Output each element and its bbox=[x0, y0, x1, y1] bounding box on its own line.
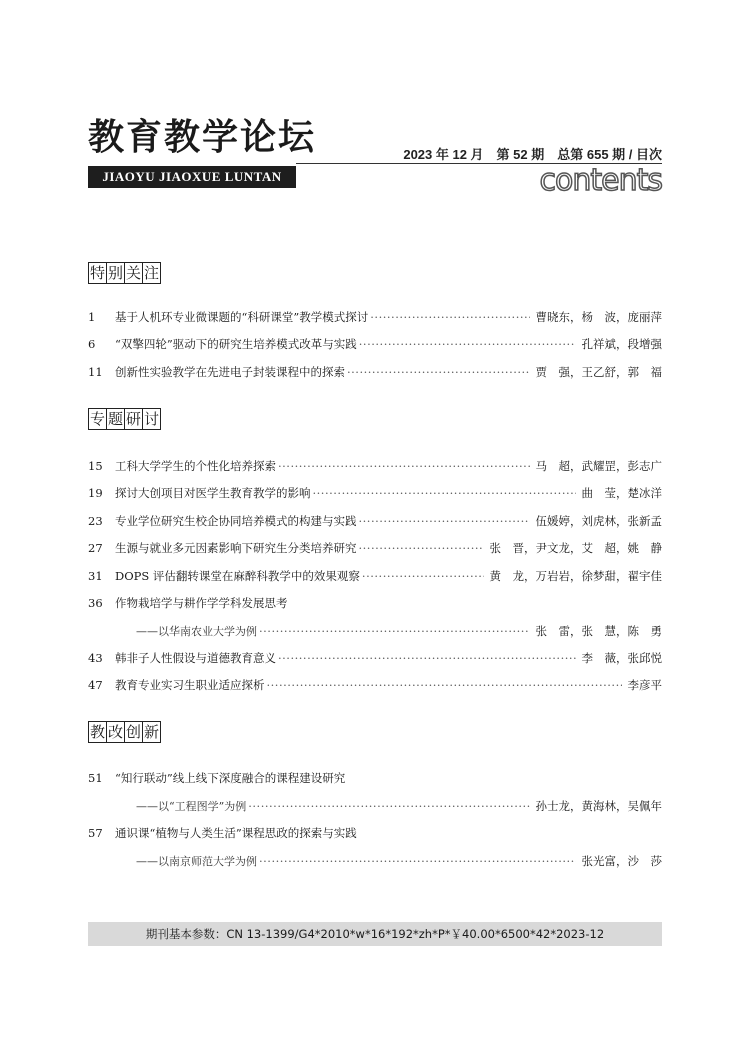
toc-entry[interactable] bbox=[88, 648, 662, 668]
leader-dots bbox=[259, 624, 530, 638]
entry-page: 57 bbox=[88, 826, 103, 840]
entry-authors: 孙士龙，黄海林，吴佩年 bbox=[535, 799, 662, 813]
entry-title: “知行联动”线上线下深度融合的课程建设研究 bbox=[115, 771, 346, 785]
leader-dots bbox=[347, 365, 530, 379]
entry-title: 教育专业实习生职业适应探析 bbox=[115, 678, 265, 692]
entry-title: 工科大学学生的个性化培养探索 bbox=[115, 459, 276, 473]
toc-entry[interactable] bbox=[88, 307, 662, 327]
entry-page: 19 bbox=[88, 486, 103, 500]
section-char: 注 bbox=[144, 264, 160, 282]
toc-entry-subtitle[interactable] bbox=[88, 851, 662, 871]
journal-pinyin: JIAOYU JIAOXUE LUNTAN bbox=[88, 166, 296, 188]
contents-label: contents bbox=[539, 163, 662, 198]
toc-entry[interactable] bbox=[88, 538, 662, 558]
entry-subtitle: ——以华南农业大学为例 bbox=[136, 625, 257, 638]
entry-subtitle: ——以“工程图学”为例 bbox=[136, 800, 247, 813]
section-heading bbox=[88, 408, 160, 430]
section-char: 特 bbox=[90, 264, 106, 282]
entry-title: 探讨大创项目对医学生教育教学的影响 bbox=[115, 486, 311, 500]
entry-authors: 马 超，武耀罡，彭志广 bbox=[535, 459, 662, 473]
leader-dots bbox=[313, 486, 576, 500]
entry-title: 生源与就业多元因素影响下研究生分类培养研究 bbox=[115, 541, 357, 555]
section-char: 题 bbox=[108, 410, 124, 428]
entry-page: 47 bbox=[88, 678, 103, 692]
journal-parameters: 期刊基本参数：CN 13-1399/G4*2010*w*16*192*zh*P*￥40.00*6500*42*2023-12 bbox=[88, 922, 662, 946]
section-char: 改 bbox=[108, 723, 124, 741]
leader-dots bbox=[359, 541, 484, 555]
entry-authors: 曲 莹，楚冰洋 bbox=[581, 486, 662, 500]
leader-dots bbox=[248, 799, 529, 813]
entry-page: 1 bbox=[88, 310, 96, 324]
section-char: 新 bbox=[144, 723, 160, 741]
toc-entry[interactable] bbox=[88, 566, 662, 586]
toc-entry[interactable] bbox=[88, 823, 662, 843]
entry-page: 27 bbox=[88, 541, 103, 555]
section-char: 别 bbox=[108, 264, 124, 282]
entry-authors: 贾 强，王乙舒，郭 福 bbox=[535, 365, 662, 379]
entry-page: 23 bbox=[88, 514, 103, 528]
entry-authors: 李 薇，张邱悦 bbox=[581, 651, 662, 665]
issue-info: 2023 年 12 月 第 52 期 总第 655 期 / 目次 bbox=[403, 147, 662, 162]
leader-dots bbox=[259, 854, 576, 868]
entry-title: 创新性实验教学在先进电子封装课程中的探索 bbox=[115, 365, 345, 379]
leader-dots bbox=[362, 569, 484, 583]
toc-entry-subtitle[interactable] bbox=[88, 621, 662, 641]
entry-authors: 孔祥斌，段增强 bbox=[581, 337, 662, 351]
section-char: 研 bbox=[126, 410, 142, 428]
section-heading bbox=[88, 262, 160, 284]
toc-entry[interactable] bbox=[88, 593, 662, 613]
entry-title: 作物栽培学与耕作学学科发展思考 bbox=[115, 596, 288, 610]
section-char: 专 bbox=[90, 410, 106, 428]
entry-title: DOPS 评估翻转课堂在麻醉科教学中的效果观察 bbox=[115, 569, 360, 583]
toc-entry-subtitle[interactable] bbox=[88, 796, 662, 816]
entry-title: 韩非子人性假设与道德教育意义 bbox=[115, 651, 276, 665]
entry-authors: 张光富，沙 莎 bbox=[581, 854, 662, 868]
entry-authors: 张 雷，张 慧，陈 勇 bbox=[535, 624, 662, 638]
leader-dots bbox=[278, 651, 576, 665]
entry-page: 36 bbox=[88, 596, 103, 610]
entry-authors: 伍媛婷，刘虎林，张新孟 bbox=[535, 514, 662, 528]
entry-authors: 曹晓东，杨 波，庞丽萍 bbox=[535, 310, 662, 324]
entry-title: 专业学位研究生校企协同培养模式的构建与实践 bbox=[115, 514, 357, 528]
toc-entry[interactable] bbox=[88, 334, 662, 354]
leader-dots bbox=[267, 678, 622, 692]
entry-page: 43 bbox=[88, 651, 103, 665]
journal-title: 教育教学论坛 bbox=[88, 117, 317, 158]
section-char: 创 bbox=[126, 723, 142, 741]
entry-page: 15 bbox=[88, 459, 103, 473]
leader-dots bbox=[359, 337, 576, 351]
section-char: 关 bbox=[126, 264, 142, 282]
entry-authors: 李彦平 bbox=[627, 678, 662, 692]
section-heading bbox=[88, 721, 160, 743]
toc-entry[interactable] bbox=[88, 768, 662, 788]
section-char: 教 bbox=[90, 723, 106, 741]
entry-subtitle: ——以南京师范大学为例 bbox=[136, 855, 257, 868]
entry-title: 通识课“植物与人类生活”课程思政的探索与实践 bbox=[115, 826, 357, 840]
entry-authors: 黄 龙，万岩岩，徐梦甜，翟宇佳 bbox=[489, 569, 662, 583]
toc-entry[interactable] bbox=[88, 456, 662, 476]
entry-page: 51 bbox=[88, 771, 103, 785]
toc-entry[interactable] bbox=[88, 362, 662, 382]
entry-title: “双擎四轮”驱动下的研究生培养模式改革与实践 bbox=[115, 337, 357, 351]
leader-dots bbox=[359, 514, 530, 528]
toc-entry[interactable] bbox=[88, 511, 662, 531]
entry-authors: 张 晋，尹文龙，艾 超，姚 静 bbox=[489, 541, 662, 555]
toc-entry[interactable] bbox=[88, 675, 662, 695]
entry-page: 31 bbox=[88, 569, 103, 583]
entry-page: 11 bbox=[88, 365, 103, 379]
section-char: 讨 bbox=[144, 410, 160, 428]
leader-dots bbox=[370, 310, 529, 324]
entry-title: 基于人机环专业微课题的“科研课堂”教学模式探讨 bbox=[115, 310, 369, 324]
leader-dots bbox=[278, 459, 530, 473]
entry-page: 6 bbox=[88, 337, 96, 351]
toc-entry[interactable] bbox=[88, 483, 662, 503]
